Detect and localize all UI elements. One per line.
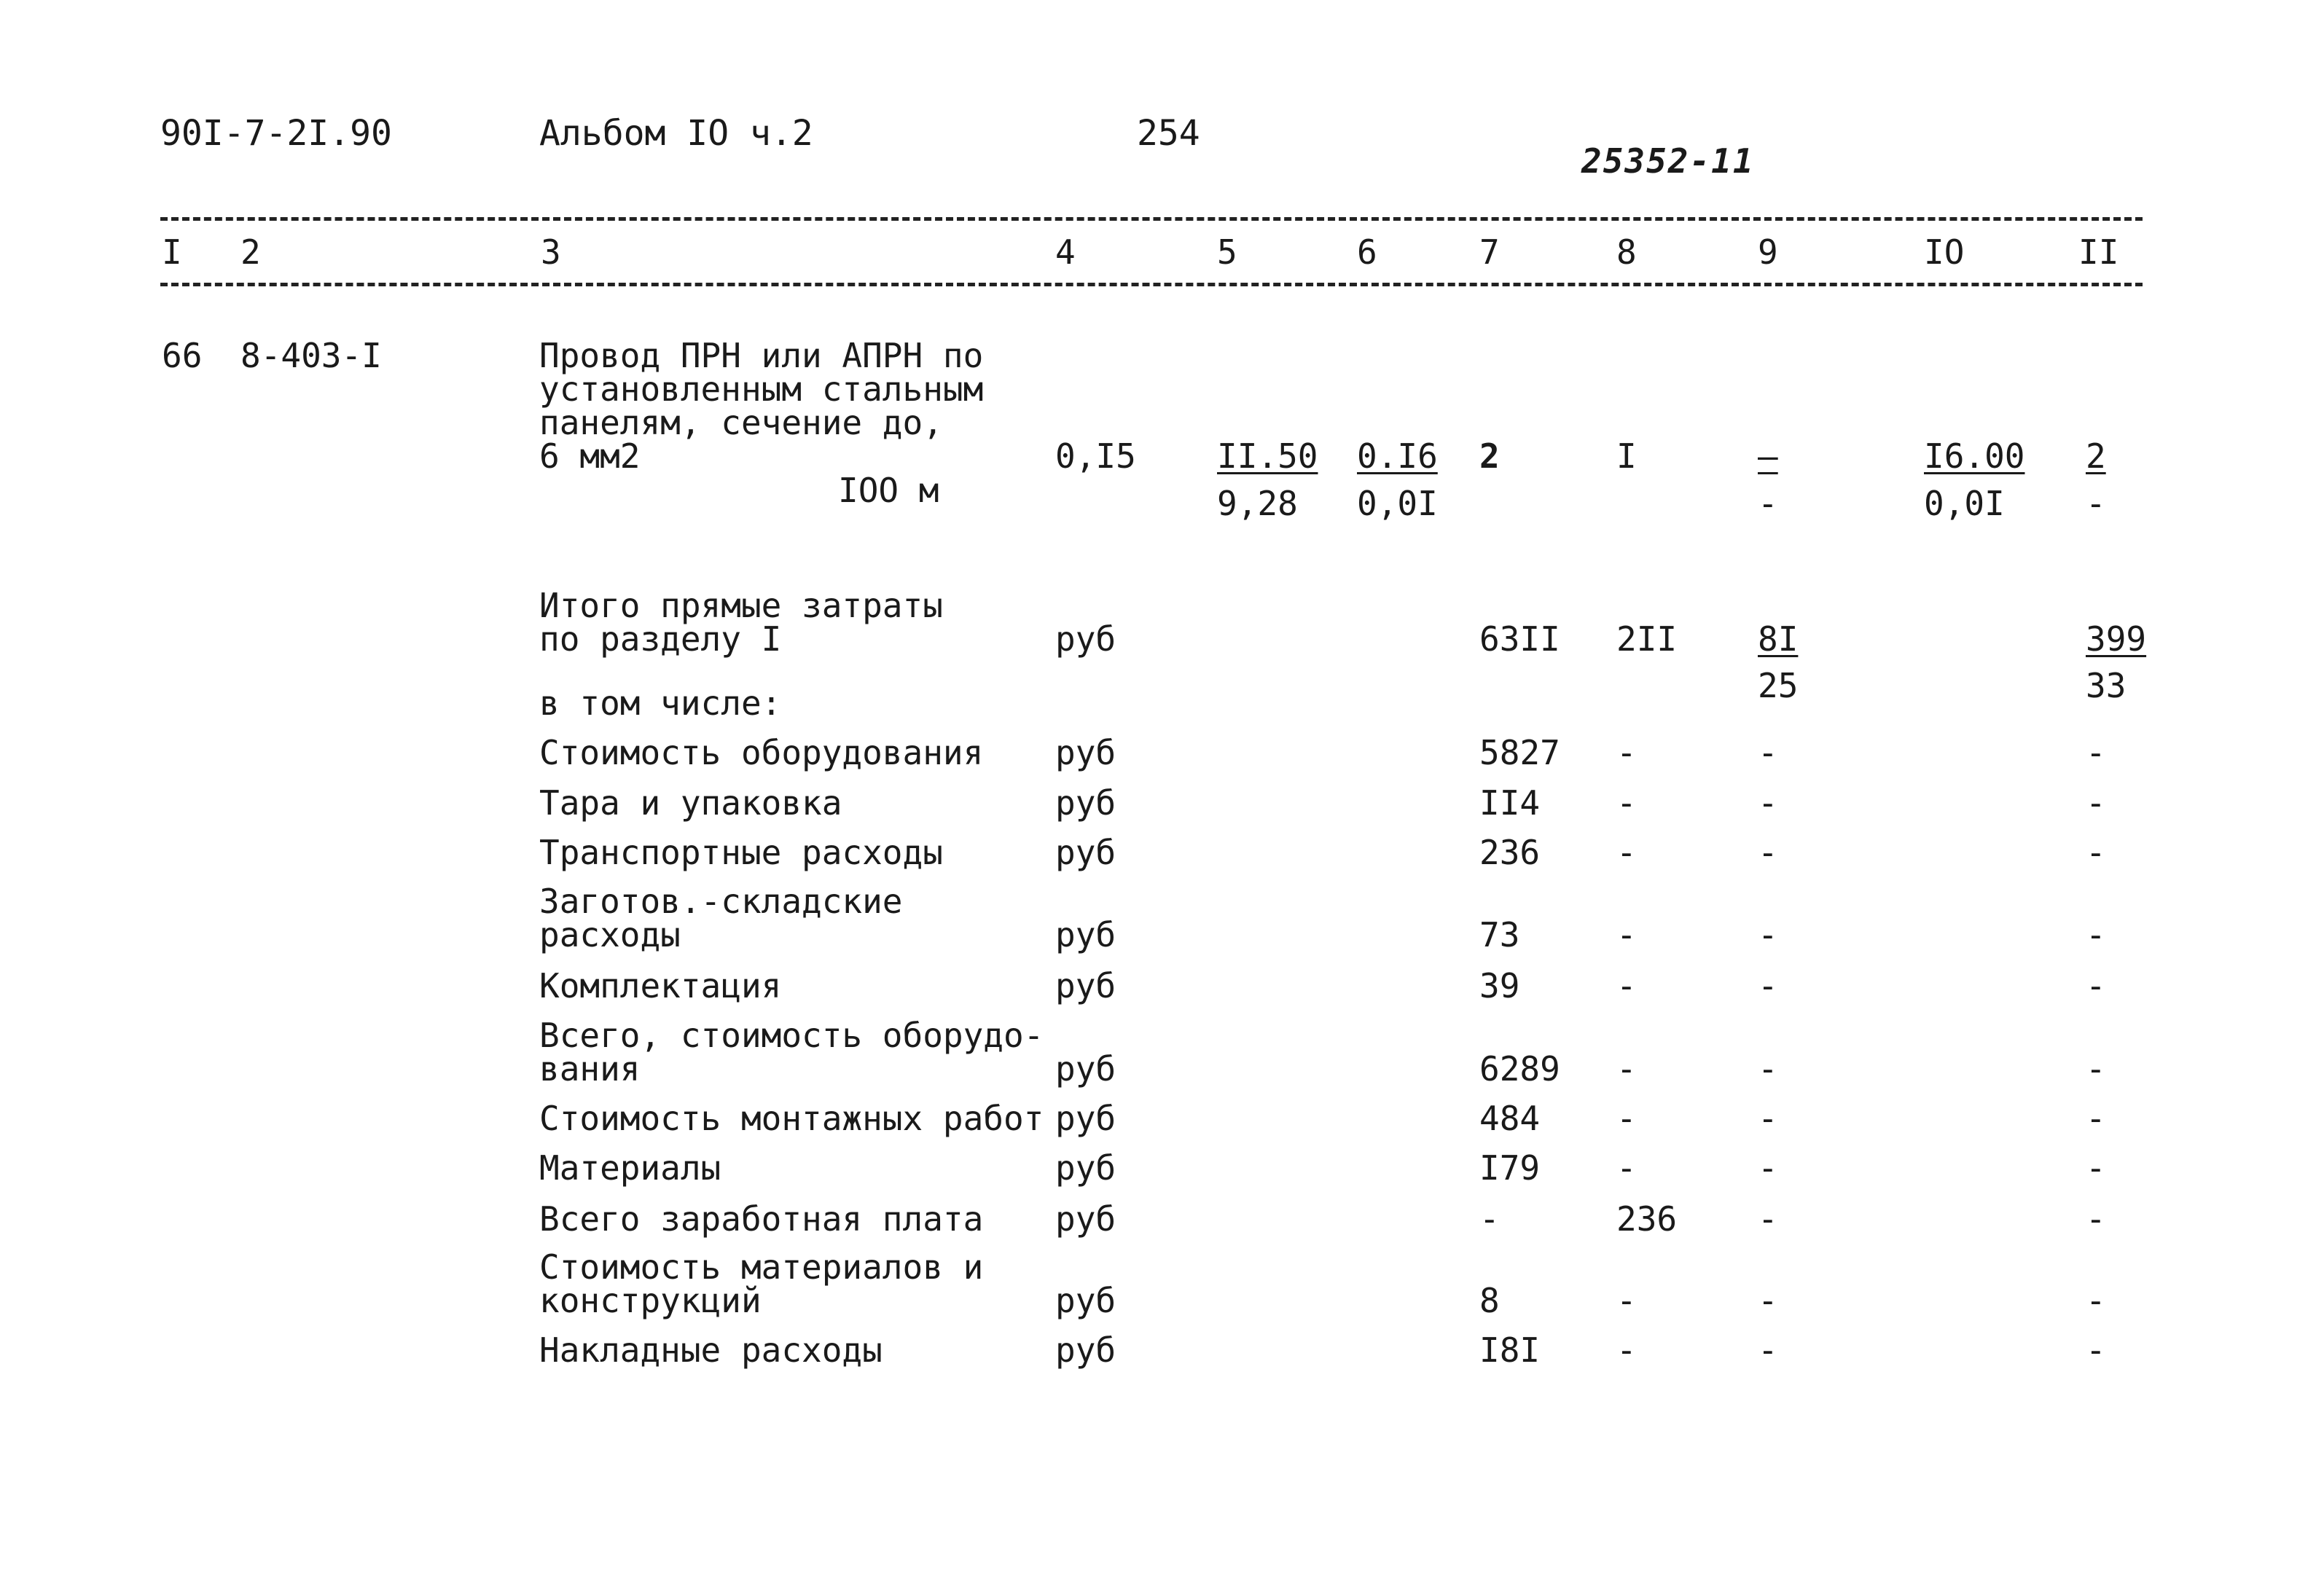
totals-label-line-1: Итого прямые затраты [539,586,943,625]
col-header-7: 7 [1479,232,1500,272]
row-col8: - [1616,733,1637,772]
row-col7: I8I [1479,1330,1541,1370]
row-unit: руб [1055,1199,1116,1239]
row-col8: - [1616,1281,1637,1320]
col-header-8: 8 [1616,232,1637,272]
row-col7: 6289 [1479,1049,1560,1089]
row-label: Транспортные расходы [539,833,943,872]
header-rule-bottom [160,283,2143,286]
row-label: Комплектация [539,966,782,1005]
row-col11: - [2086,783,2106,823]
row-col7: - [1479,1199,1500,1239]
row-unit: руб [1055,1049,1116,1089]
item-col5-top: II.50 [1217,436,1318,476]
row-unit: руб [1055,733,1116,772]
col-header-10: IO [1924,232,1965,272]
item-col10-top: I6.00 [1924,436,2025,476]
row-col9: - [1758,1049,1778,1089]
item-col9-top: – [1758,436,1778,476]
row-col11: - [2086,1199,2106,1239]
totals-col9-bottom: 25 [1758,666,1799,705]
row-label: Тара и упаковка [539,783,842,823]
row-col9: - [1758,1199,1778,1239]
row-unit: руб [1055,783,1116,823]
row-label: конструкций [539,1281,762,1320]
item-col6-bottom: 0,0I [1357,484,1438,523]
row-col8: - [1616,833,1637,872]
item-desc-line-4: 6 мм2 [539,436,641,476]
row-label: Стоимость монтажных работ [539,1099,1044,1138]
item-col7: 2 [1479,436,1500,476]
row-col8: - [1616,1330,1637,1370]
document-code: 90I-7-2I.90 [160,113,392,154]
row-col7: II4 [1479,783,1541,823]
row-col8: - [1616,915,1637,954]
row-unit: руб [1055,1148,1116,1188]
col-header-11: II [2078,232,2119,272]
row-label: вания [539,1049,641,1089]
row-col9: - [1758,966,1778,1005]
col-header-6: 6 [1357,232,1377,272]
row-label: расходы [539,915,681,954]
item-desc-line-2: установленным стальным [539,369,984,409]
row-col11: - [2086,1281,2106,1320]
row-label-line-1: Стоимость материалов и [539,1247,984,1287]
row-label: Материалы [539,1148,721,1188]
row-label-line-1: Всего, стоимость оборудо- [539,1016,1044,1055]
row-col8: - [1616,783,1637,823]
totals-col7: 63II [1479,619,1560,659]
col-header-5: 5 [1217,232,1237,272]
row-unit: руб [1055,1099,1116,1138]
item-col11-top: 2 [2086,436,2106,476]
row-col8: - [1616,966,1637,1005]
row-col11: - [2086,1099,2106,1138]
header-rule-top [160,217,2143,221]
row-label: Стоимость оборудования [539,733,984,772]
row-unit: руб [1055,833,1116,872]
row-col7: 236 [1479,833,1541,872]
row-unit: руб [1055,1281,1116,1320]
row-col11: - [2086,1049,2106,1089]
item-col11-bottom: - [2086,484,2106,523]
item-col10-bottom: 0,0I [1924,484,2005,523]
row-col8: - [1616,1148,1637,1188]
row-unit: руб [1055,915,1116,954]
col-header-3: 3 [541,232,561,272]
row-col7: 5827 [1479,733,1560,772]
totals-col8: 2II [1616,619,1678,659]
including-label: в том числе: [539,683,782,723]
item-col9-bottom: - [1758,484,1778,523]
row-col9: - [1758,1281,1778,1320]
item-code: 8-403-I [240,336,382,375]
item-unit: IOO м [838,471,939,510]
inventory-stamp: 25352-11 [1581,141,1755,181]
item-col5-bottom: 9,28 [1217,484,1298,523]
item-col4: 0,I5 [1055,436,1136,476]
totals-label-line-2: по разделу I [539,619,782,659]
page-number: 254 [1137,113,1200,154]
totals-col11-top: 399 [2086,619,2147,659]
col-header-4: 4 [1055,232,1076,272]
row-col7: 8 [1479,1281,1500,1320]
row-unit: руб [1055,1330,1116,1370]
totals-col9-top: 8I [1758,619,1799,659]
row-col11: - [2086,966,2106,1005]
row-col9: - [1758,1330,1778,1370]
row-col11: - [2086,915,2106,954]
item-desc-line-1: Провод ПРН или АПРН по [539,336,984,375]
row-unit: руб [1055,966,1116,1005]
item-number: 66 [162,336,203,375]
row-col7: 73 [1479,915,1520,954]
col-header-9: 9 [1758,232,1778,272]
item-col8: I [1616,436,1637,476]
totals-col11-bottom: 33 [2086,666,2127,705]
album-title: Альбом IO ч.2 [539,113,813,154]
row-col9: - [1758,733,1778,772]
row-col11: - [2086,833,2106,872]
item-col6-top: 0.I6 [1357,436,1438,476]
row-col11: - [2086,733,2106,772]
row-col9: - [1758,833,1778,872]
item-desc-line-3: панелям, сечение до, [539,403,943,442]
row-label: Накладные расходы [539,1330,883,1370]
row-col11: - [2086,1330,2106,1370]
row-label-line-1: Заготов.-складские [539,882,903,921]
row-label: Всего заработная плата [539,1199,984,1239]
row-col11: - [2086,1148,2106,1188]
row-col7: 39 [1479,966,1520,1005]
totals-unit: руб [1055,619,1116,659]
row-col9: - [1758,1148,1778,1188]
row-col8: - [1616,1049,1637,1089]
row-col9: - [1758,1099,1778,1138]
row-col8: 236 [1616,1199,1678,1239]
row-col9: - [1758,783,1778,823]
row-col7: I79 [1479,1148,1541,1188]
row-col8: - [1616,1099,1637,1138]
row-col9: - [1758,915,1778,954]
row-col7: 484 [1479,1099,1541,1138]
col-header-2: 2 [240,232,261,272]
col-header-1: I [162,232,182,272]
